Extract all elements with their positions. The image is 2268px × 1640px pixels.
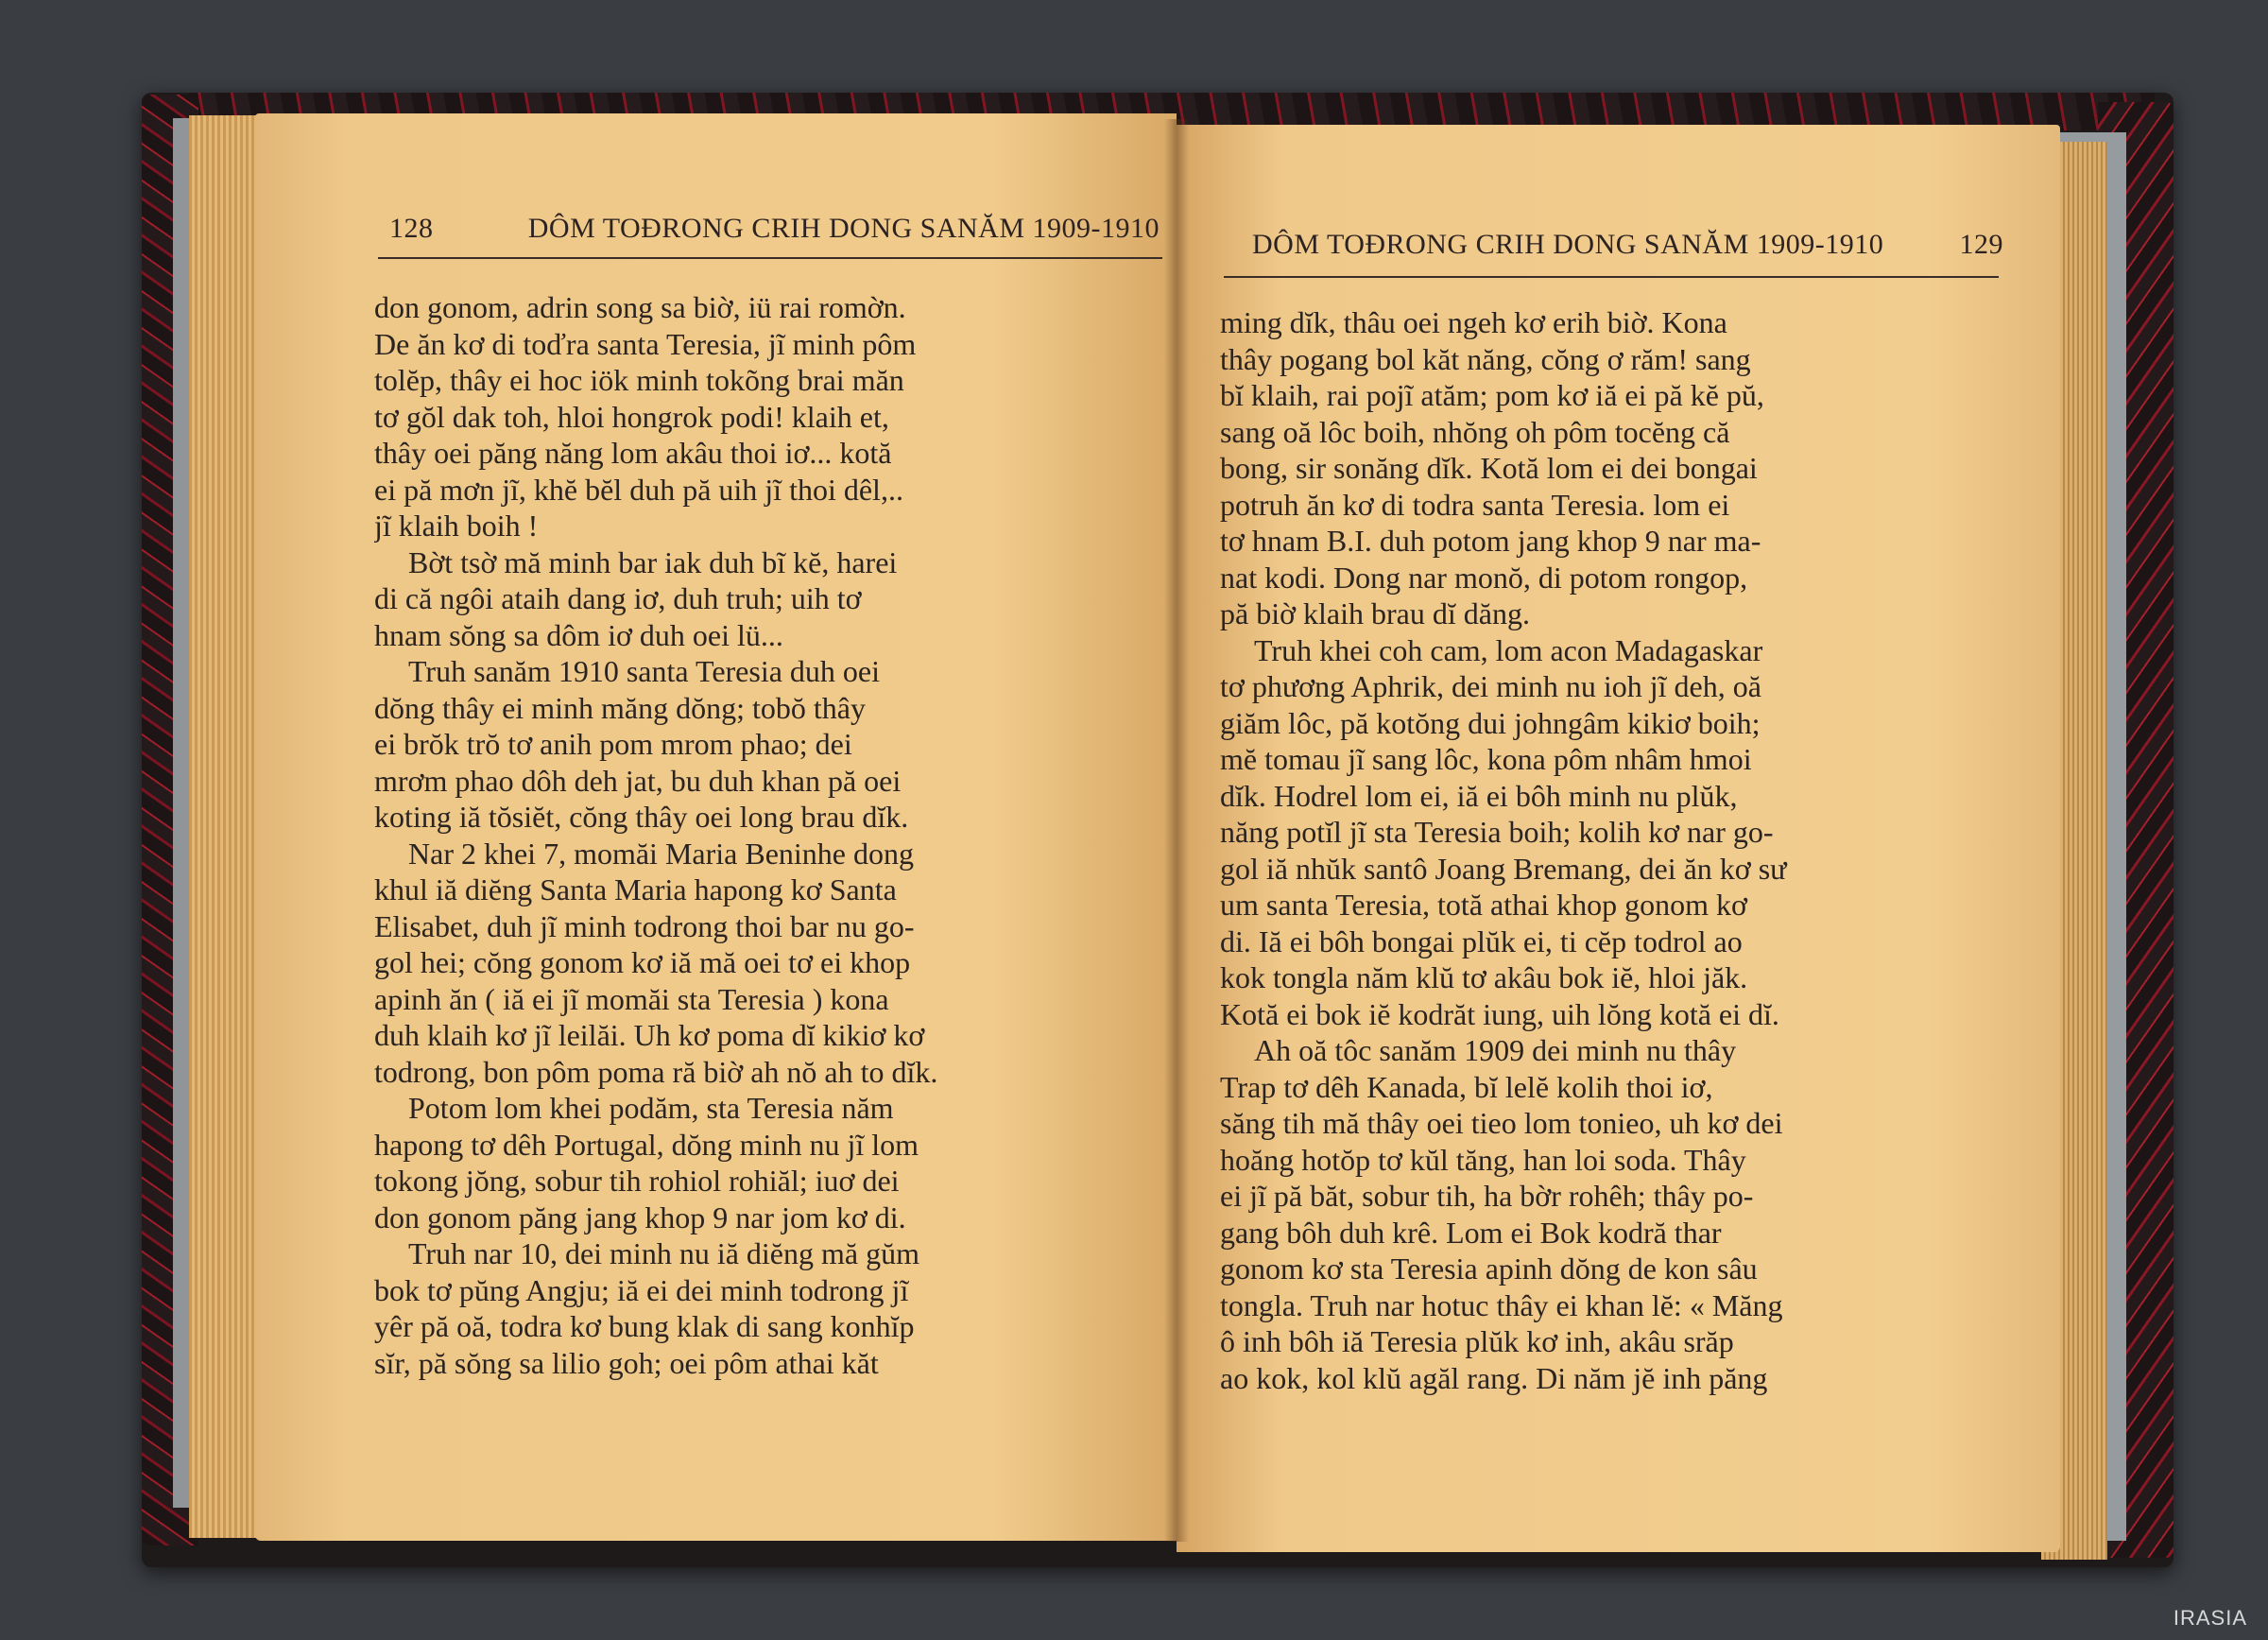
text-line: Potom lom khei podăm, sta Teresia năm <box>408 1091 894 1125</box>
text-line: Ah oă tôc sanăm 1909 dei minh nu thây <box>1254 1033 1737 1067</box>
text-line: săng tih mă thây oei tieo lom tonieo, uh kơ dei <box>1220 1106 1783 1140</box>
text-line: di că ngôi ataih dang iơ, duh truh; uih tơ <box>374 581 862 615</box>
book-gutter <box>1164 119 1189 1542</box>
text-line: tongla. Truh nar hotuc thây ei khan lĕ: « Măng <box>1220 1287 1783 1322</box>
text-line: năng potĭl jĩ sta Teresia boih; kolih kơ nar go- <box>1220 815 1774 849</box>
text-line: hnam sŏng sa dôm iơ duh oei lü... <box>374 617 783 652</box>
right-page <box>1177 125 2060 1552</box>
text-line: todrong, bon pôm poma ră biờ ah nŏ ah to dĭk. <box>374 1054 938 1089</box>
text-line: tơ gŏl dak toh, hloi hongrok podi! klaih et, <box>374 399 889 434</box>
text-line: don gonom păng jang khop 9 nar jom kơ di. <box>374 1200 906 1234</box>
text-line: pă biờ klaih brau dĭ dăng. <box>1220 596 1530 630</box>
right-page-body <box>1220 304 2000 1396</box>
text-line: Trap tơ dêh Kanada, bĭ lelĕ kolih thoi iơ, <box>1220 1069 1713 1104</box>
text-line: dŏng thây ei minh măng dŏng; tobŏ thây <box>374 690 866 725</box>
text-line: tơ hnam B.I. duh potom jang khop 9 nar ma- <box>1220 524 1761 558</box>
text-line: kok tongla năm klŭ tơ akâu bok iĕ, hloi jăk. <box>1220 960 1748 994</box>
text-line: Truh nar 10, dei minh nu iă diĕng mă gŭm <box>408 1236 919 1270</box>
text-line: dĭk. Hodrel lom ei, iă ei bôh minh nu plŭk, <box>1220 778 1738 813</box>
text-line: mrơm phao dôh deh jat, bu duh khan pă oei <box>374 763 902 798</box>
text-line: Elisabet, duh jĩ minh todrong thoi bar nu go- <box>374 908 915 943</box>
text-line: khul iă diĕng Santa Maria hapong kơ Santa <box>374 872 897 906</box>
text-line: mĕ tomau jĩ sang lôc, kona pôm nhâm hmoi <box>1220 742 1752 776</box>
text-line: Nar 2 khei 7, momăi Maria Beninhe dong <box>408 836 914 871</box>
text-line: gol hei; cŏng gonom kơ iă mă oei tơ ei khop <box>374 945 911 979</box>
left-header-rule <box>378 257 1162 259</box>
text-line: Kotă ei bok iĕ kodrăt iung, uih lŏng kotă ei dĭ. <box>1220 996 1779 1031</box>
right-header-rule <box>1224 276 1999 278</box>
right-page-number: 129 <box>1959 229 2003 260</box>
text-line: don gonom, adrin song sa biờ, iü rai romờn. <box>374 290 906 324</box>
text-line: De ăn kơ di toďra santa Teresia, jĩ minh pôm <box>374 326 917 361</box>
text-line: tokong jŏng, sobur tih rohiol rohiăl; iuơ dei <box>374 1164 900 1198</box>
watermark: IRASIA <box>2173 1606 2247 1630</box>
text-line: sang oă lôc boih, nhŏng oh pôm tocĕng că <box>1220 414 1730 449</box>
text-line: Truh khei coh cam, lom acon Madagaskar <box>1254 632 1763 667</box>
text-line: gol iă nhŭk santô Joang Bremang, dei ăn kơ sư <box>1220 851 1787 886</box>
text-line: thây pogang bol kăt năng, cŏng ơ răm! sang <box>1220 341 1751 376</box>
left-page <box>255 113 1177 1541</box>
text-line: Truh sanăm 1910 santa Teresia duh oei <box>408 654 881 688</box>
text-line: tolĕp, thây ei hoc iök minh tokõng brai măn <box>374 363 904 397</box>
right-running-head: DÔM TOĐRONG CRIH DONG SANĂM 1909-1910 <box>1252 229 1884 260</box>
text-line: ei brŏk trŏ tơ anih pom mrom phao; dei <box>374 727 852 761</box>
text-line: bĭ klaih, rai pojĩ atăm; pom kơ iă ei pă kĕ pŭ, <box>1220 378 1764 412</box>
text-line: nat kodi. Dong nar monŏ, di potom rongop, <box>1220 560 1748 595</box>
text-line: hapong tơ dêh Portugal, dŏng minh nu jĩ lom <box>374 1127 919 1162</box>
text-line: ei pă mơn jĩ, khĕ bĕl duh pă uih jĩ thoi dêl,.. <box>374 472 903 507</box>
text-line: ei jĩ pă băt, sobur tih, ha bờr rohêh; thây po- <box>1220 1179 1754 1213</box>
text-line: gang bôh duh krê. Lom ei Bok kodră thar <box>1220 1215 1722 1250</box>
text-line: ming dĭk, thâu oei ngeh kơ erih biờ. Kona <box>1220 305 1727 339</box>
text-line: tơ phương Aphrik, dei minh nu ioh jĩ deh, oă <box>1220 669 1761 703</box>
text-line: bong, sir sonăng dĭk. Kotă lom ei dei bongai <box>1220 451 1758 485</box>
text-line: apinh ăn ( iă ei jĩ momăi sta Teresia ) kona <box>374 981 889 1016</box>
text-line: thây oei păng năng lom akâu thoi iơ... kotă <box>374 436 892 470</box>
text-line: duh klaih kơ jĩ leilăi. Uh kơ poma dĭ kikiơ kơ <box>374 1018 925 1052</box>
left-page-header <box>389 213 1160 245</box>
text-line: gonom kơ sta Teresia apinh dŏng de kon sâu <box>1220 1252 1758 1286</box>
left-page-number: 128 <box>389 213 434 244</box>
text-line: yêr pă oă, todra kơ bung klak di sang konhĭp <box>374 1309 915 1343</box>
left-running-head: DÔM TOĐRONG CRIH DONG SANĂM 1909-1910 <box>527 213 1160 244</box>
text-line: giăm lôc, pă kotŏng dui johngâm kikiơ boih; <box>1220 705 1761 740</box>
text-line: hoăng hotŏp tơ kŭl tăng, han loi soda. Thây <box>1220 1142 1746 1177</box>
text-line: Bờt tsờ mă minh bar iak duh bĩ kĕ, harei <box>408 544 898 579</box>
page-edges-left <box>189 115 265 1538</box>
text-line: koting iă tŏsiĕt, cŏng thây oei long brau dĭk. <box>374 800 909 834</box>
left-page-body <box>374 289 1163 1381</box>
text-line: jĩ klaih boih ! <box>374 509 539 543</box>
text-line: ô inh bôh iă Teresia plŭk kơ inh, akâu srăp <box>1220 1324 1734 1358</box>
text-line: di. Iă ei bôh bongai plŭk ei, ti cĕp todrol ao <box>1220 924 1743 958</box>
text-line: potruh ăn kơ di todra santa Teresia. lom ei <box>1220 487 1730 522</box>
text-line: um santa Teresia, totă athai khop gonom kơ <box>1220 888 1747 922</box>
text-line: bok tơ pŭng Angju; iă ei dei minh todrong jĩ <box>374 1272 909 1307</box>
text-line: sĭr, pă sŏng sa lilio goh; oei pôm athai kăt <box>374 1345 879 1380</box>
text-line: ao kok, kol klŭ agăl rang. Di năm jĕ inh păng <box>1220 1360 1768 1395</box>
right-page-header <box>1252 229 2003 261</box>
